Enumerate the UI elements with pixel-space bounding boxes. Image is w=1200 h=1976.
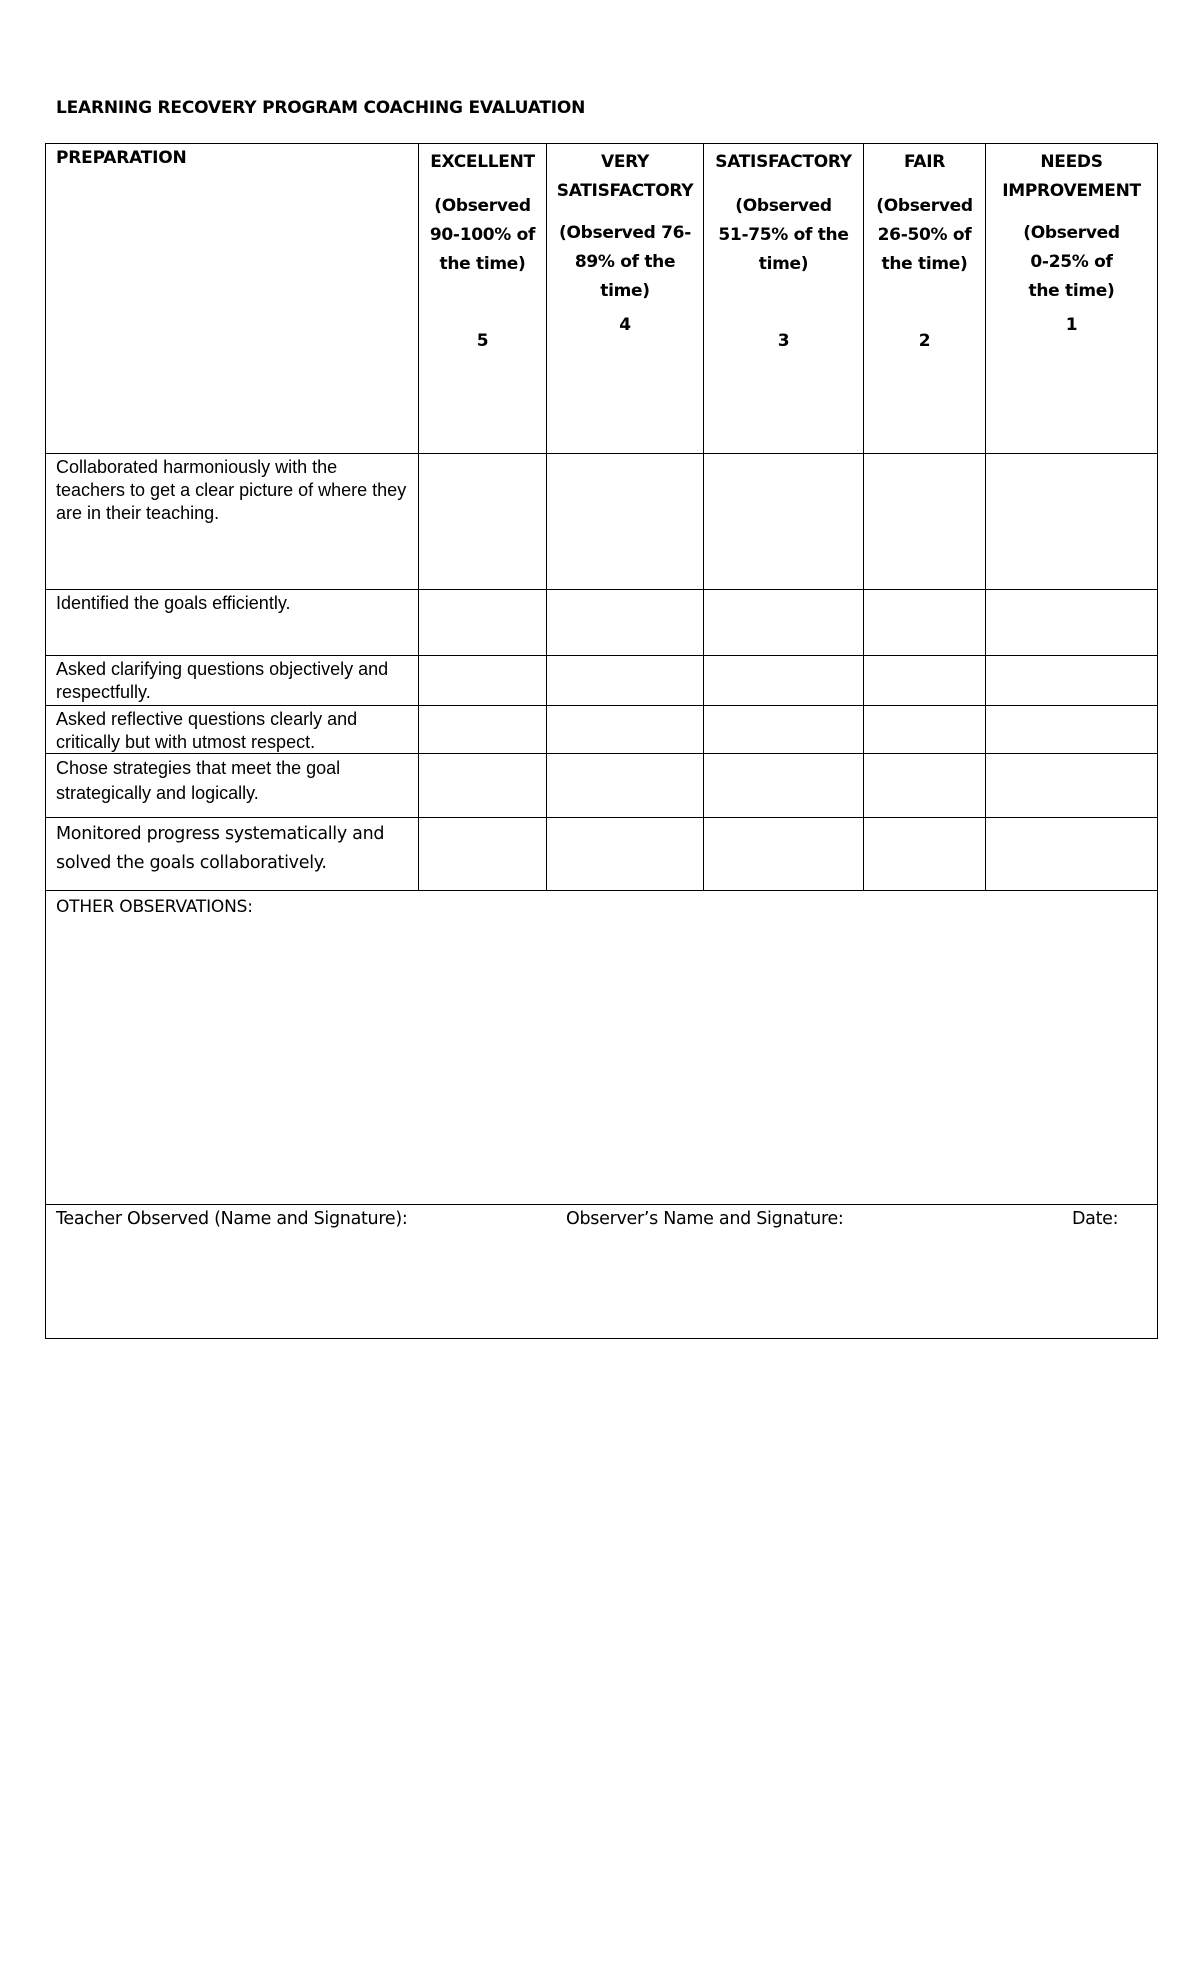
rating-score: 3 — [777, 331, 790, 351]
criterion-text: Monitored progress systematically and solved the goals collaboratively. — [46, 818, 419, 891]
rating-name: EXCELLENT — [430, 152, 535, 172]
criterion-row — [46, 454, 1158, 590]
criterion-row — [46, 754, 1158, 818]
observer-signature-label: Observer’s Name and Signature: — [566, 1209, 844, 1229]
rating-score: 4 — [619, 315, 631, 335]
rating-score: 5 — [476, 331, 489, 351]
criterion-row — [46, 818, 1158, 891]
rating-header-row — [46, 144, 1158, 454]
rating-cell[interactable] — [864, 818, 986, 891]
criterion-row — [46, 706, 1158, 754]
criterion-text — [46, 656, 419, 706]
rating-cell[interactable] — [704, 656, 864, 706]
rating-cell[interactable] — [986, 754, 1158, 818]
rating-cell[interactable] — [704, 454, 864, 590]
signature-field[interactable] — [46, 1205, 1158, 1339]
rating-cell[interactable] — [986, 454, 1158, 590]
rating-cell[interactable] — [864, 706, 986, 754]
rating-cell[interactable] — [986, 706, 1158, 754]
rating-header-satisfactory — [704, 144, 864, 454]
criterion-row — [46, 656, 1158, 706]
rating-description: (Observed 0-25% of the time) — [1023, 223, 1120, 301]
criterion-text-inner: Asked clarifying questions objectively and respectfully. — [56, 659, 389, 702]
rating-cell[interactable] — [419, 706, 547, 754]
rating-cell[interactable] — [547, 454, 704, 590]
other-observations-field[interactable] — [46, 891, 1158, 1205]
rating-cell[interactable] — [419, 818, 547, 891]
criterion-text: Identified the goals efficiently. — [46, 590, 419, 656]
rating-header-excellent — [419, 144, 547, 454]
page-title: LEARNING RECOVERY PROGRAM COACHING EVALUATION — [56, 98, 586, 118]
rating-cell[interactable] — [419, 754, 547, 818]
rating-description: (Observed 51-75% of the time) — [718, 196, 849, 274]
rating-cell[interactable] — [864, 590, 986, 656]
rating-cell[interactable] — [986, 656, 1158, 706]
rating-cell[interactable] — [704, 590, 864, 656]
criterion-text: Collaborated harmoniously with the teachers to get a clear picture of where they are in their teaching. — [46, 454, 419, 590]
rating-cell[interactable] — [547, 656, 704, 706]
rating-score: 1 — [1065, 315, 1078, 335]
rating-description: (Observed 76-89% of the time) — [559, 223, 691, 301]
rating-cell[interactable] — [547, 590, 704, 656]
date-label: Date: — [1072, 1209, 1119, 1229]
rating-name: VERY SATISFACTORY — [556, 152, 694, 201]
rating-cell[interactable] — [864, 656, 986, 706]
rating-header-fair — [864, 144, 986, 454]
teacher-observed-label: Teacher Observed (Name and Signature): — [56, 1209, 408, 1229]
rating-cell[interactable] — [419, 454, 547, 590]
criterion-text-inner: Asked reflective questions clearly and critically but with utmost respect. — [56, 709, 358, 752]
rating-name: FAIR — [903, 152, 946, 172]
signature-row — [46, 1205, 1158, 1339]
rating-cell[interactable] — [986, 818, 1158, 891]
rating-description: (Observed 90-100% of the time) — [429, 196, 536, 274]
rating-name: NEEDS IMPROVEMENT — [1002, 152, 1141, 201]
rating-cell[interactable] — [419, 590, 547, 656]
rating-cell[interactable] — [547, 706, 704, 754]
other-observations-row — [46, 891, 1158, 1205]
criterion-text — [46, 706, 419, 754]
criterion-row — [46, 590, 1158, 656]
rating-cell[interactable] — [864, 754, 986, 818]
rating-score: 2 — [918, 331, 931, 351]
rating-cell[interactable] — [547, 754, 704, 818]
other-observations-label: OTHER OBSERVATIONS: — [56, 897, 253, 917]
rating-cell[interactable] — [547, 818, 704, 891]
rating-cell[interactable] — [419, 656, 547, 706]
criterion-text: Chose strategies that meet the goal strategically and logically. — [46, 754, 419, 818]
rating-description: (Observed 26-50% of the time) — [876, 196, 973, 274]
rating-header-needs-improvement — [986, 144, 1158, 454]
rating-cell[interactable] — [986, 590, 1158, 656]
rating-cell[interactable] — [704, 754, 864, 818]
rating-cell[interactable] — [864, 454, 986, 590]
rating-header-very-satisfactory — [547, 144, 704, 454]
preparation-header: PREPARATION — [46, 144, 419, 454]
rating-cell[interactable] — [704, 706, 864, 754]
evaluation-table — [45, 143, 1158, 1339]
rating-name: SATISFACTORY — [715, 152, 852, 172]
rating-cell[interactable] — [704, 818, 864, 891]
